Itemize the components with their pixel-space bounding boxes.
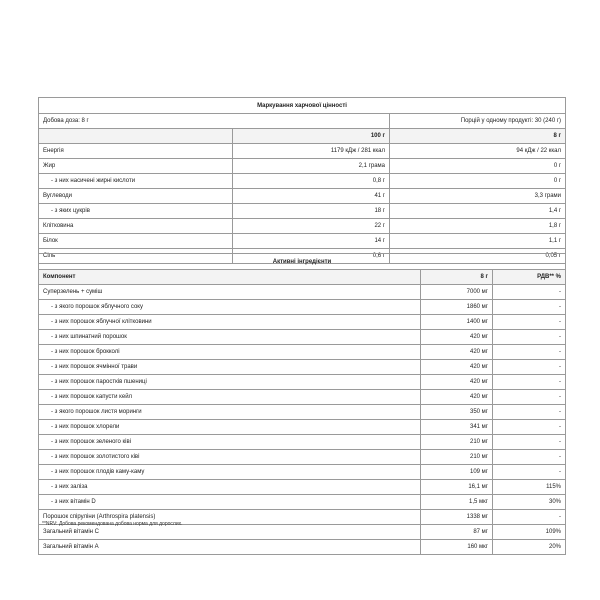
table-row bbox=[39, 159, 566, 174]
row-label: - з них вітамін D bbox=[39, 495, 421, 510]
row-value: 0,6 г bbox=[233, 249, 390, 264]
row-value: - bbox=[493, 375, 566, 390]
row-label: Клітковина bbox=[39, 219, 233, 234]
row-value: - bbox=[493, 390, 566, 405]
table-row bbox=[39, 480, 566, 495]
col-amount-header: 8 г bbox=[421, 270, 493, 285]
row-value: - bbox=[493, 315, 566, 330]
table-row bbox=[39, 450, 566, 465]
row-value: 210 мг bbox=[421, 450, 493, 465]
row-value: 160 мкг bbox=[421, 540, 493, 555]
row-label: - з якого порошок листя моринги bbox=[39, 405, 421, 420]
row-value: 41 г bbox=[233, 189, 390, 204]
nutrition-rows bbox=[39, 144, 566, 264]
table-row bbox=[39, 285, 566, 300]
row-value: 0,8 г bbox=[233, 174, 390, 189]
row-value: - bbox=[493, 510, 566, 525]
table-row bbox=[39, 360, 566, 375]
table-row bbox=[39, 219, 566, 234]
table-row bbox=[39, 420, 566, 435]
row-value: - bbox=[493, 345, 566, 360]
row-value: 18 г bbox=[233, 204, 390, 219]
table-row bbox=[39, 435, 566, 450]
table-row bbox=[39, 174, 566, 189]
row-label: - з них насичені жирні кислоти bbox=[39, 174, 233, 189]
row-label: - з них порошок хлорели bbox=[39, 420, 421, 435]
row-value: 109% bbox=[493, 525, 566, 540]
row-label: - з яких цукрів bbox=[39, 204, 233, 219]
row-value: 420 мг bbox=[421, 330, 493, 345]
row-label: - з них порошок золотистого ківі bbox=[39, 450, 421, 465]
row-label: - з них порошок брокколі bbox=[39, 345, 421, 360]
ingredients-table bbox=[38, 253, 566, 555]
row-label: Вуглеводи bbox=[39, 189, 233, 204]
row-value: 87 мг bbox=[421, 525, 493, 540]
row-value: 3,3 грами bbox=[390, 189, 566, 204]
row-value: 1,8 г bbox=[390, 219, 566, 234]
row-label: - з них заліза bbox=[39, 480, 421, 495]
row-value: 1179 кДж / 281 ккал bbox=[233, 144, 390, 159]
row-value: - bbox=[493, 435, 566, 450]
row-value: 22 г bbox=[233, 219, 390, 234]
row-value: 341 мг bbox=[421, 420, 493, 435]
row-label: Порошок спіруліни (Arthrospira platensis) bbox=[39, 510, 421, 525]
row-value: 14 г bbox=[233, 234, 390, 249]
row-label: Білок bbox=[39, 234, 233, 249]
table-row bbox=[39, 405, 566, 420]
row-value: 0,05 г bbox=[390, 249, 566, 264]
table-row bbox=[39, 189, 566, 204]
row-label: - з них шпинатний порошок bbox=[39, 330, 421, 345]
table-row bbox=[39, 345, 566, 360]
row-value: - bbox=[493, 360, 566, 375]
row-label: - з них порошок капусти кейл bbox=[39, 390, 421, 405]
row-label: Суперзелень + суміш bbox=[39, 285, 421, 300]
row-value: - bbox=[493, 450, 566, 465]
table-row bbox=[39, 375, 566, 390]
table-row bbox=[39, 330, 566, 345]
row-label: - з них порошок ячмінної трави bbox=[39, 360, 421, 375]
row-value: 1,4 г bbox=[390, 204, 566, 219]
row-value: 1860 мг bbox=[421, 300, 493, 315]
ingredient-rows bbox=[39, 285, 566, 555]
row-value: 1,1 г bbox=[390, 234, 566, 249]
table-row bbox=[39, 465, 566, 480]
row-label: Енергія bbox=[39, 144, 233, 159]
col-100g-header: 100 г bbox=[233, 129, 390, 144]
row-label: - з них порошок плодів каму-каму bbox=[39, 465, 421, 480]
row-value: 350 мг bbox=[421, 405, 493, 420]
row-value: 420 мг bbox=[421, 390, 493, 405]
nutrition-title: Маркування харчової цінності bbox=[39, 98, 566, 114]
dose-label: Добова доза: 8 г bbox=[39, 114, 390, 129]
row-value: - bbox=[493, 330, 566, 345]
footnote: **NRV: Добова рекомендована добова норма для дорослих. bbox=[42, 521, 183, 527]
nutrition-table bbox=[38, 97, 566, 264]
col-8g-header: 8 г bbox=[390, 129, 566, 144]
row-value: 7000 мг bbox=[421, 285, 493, 300]
table-row bbox=[39, 390, 566, 405]
row-value: 0 г bbox=[390, 174, 566, 189]
row-value: 2,1 грама bbox=[233, 159, 390, 174]
row-value: - bbox=[493, 465, 566, 480]
row-value: 1400 мг bbox=[421, 315, 493, 330]
row-value: 94 кДж / 22 ккал bbox=[390, 144, 566, 159]
table-row bbox=[39, 540, 566, 555]
row-value: 16,1 мг bbox=[421, 480, 493, 495]
row-value: - bbox=[493, 285, 566, 300]
table-row bbox=[39, 315, 566, 330]
row-label: Сіль bbox=[39, 249, 233, 264]
table-row bbox=[39, 144, 566, 159]
row-value: 420 мг bbox=[421, 360, 493, 375]
row-value: 30% bbox=[493, 495, 566, 510]
row-label: - з них порошок паростків пшениці bbox=[39, 375, 421, 390]
row-value: - bbox=[493, 405, 566, 420]
row-label: - з них порошок зеленого ківі bbox=[39, 435, 421, 450]
row-value: - bbox=[493, 300, 566, 315]
row-value: 0 г bbox=[390, 159, 566, 174]
row-value: 1,5 мкг bbox=[421, 495, 493, 510]
row-value: 420 мг bbox=[421, 375, 493, 390]
row-value: 115% bbox=[493, 480, 566, 495]
col-component-header: Компонент bbox=[39, 270, 421, 285]
row-label: Загальний вітамін А bbox=[39, 540, 421, 555]
col-rda-header: РДВ** % bbox=[493, 270, 566, 285]
portions-label: Порцій у одному продукті: 30 (240 г) bbox=[390, 114, 566, 129]
row-value: 109 мг bbox=[421, 465, 493, 480]
ingredients-title: Активні інгредієнти bbox=[39, 254, 566, 270]
row-value: 210 мг bbox=[421, 435, 493, 450]
row-value: 420 мг bbox=[421, 345, 493, 360]
row-value: 1338 мг bbox=[421, 510, 493, 525]
row-label: - з якого порошок яблучного соку bbox=[39, 300, 421, 315]
table-row bbox=[39, 300, 566, 315]
table-row bbox=[39, 234, 566, 249]
row-label: Загальний вітамін С bbox=[39, 525, 421, 540]
header-blank bbox=[39, 129, 233, 144]
row-value: - bbox=[493, 420, 566, 435]
table-row bbox=[39, 495, 566, 510]
row-value: 20% bbox=[493, 540, 566, 555]
table-row bbox=[39, 204, 566, 219]
row-label: - з них порошок яблучної клітковини bbox=[39, 315, 421, 330]
row-label: Жир bbox=[39, 159, 233, 174]
